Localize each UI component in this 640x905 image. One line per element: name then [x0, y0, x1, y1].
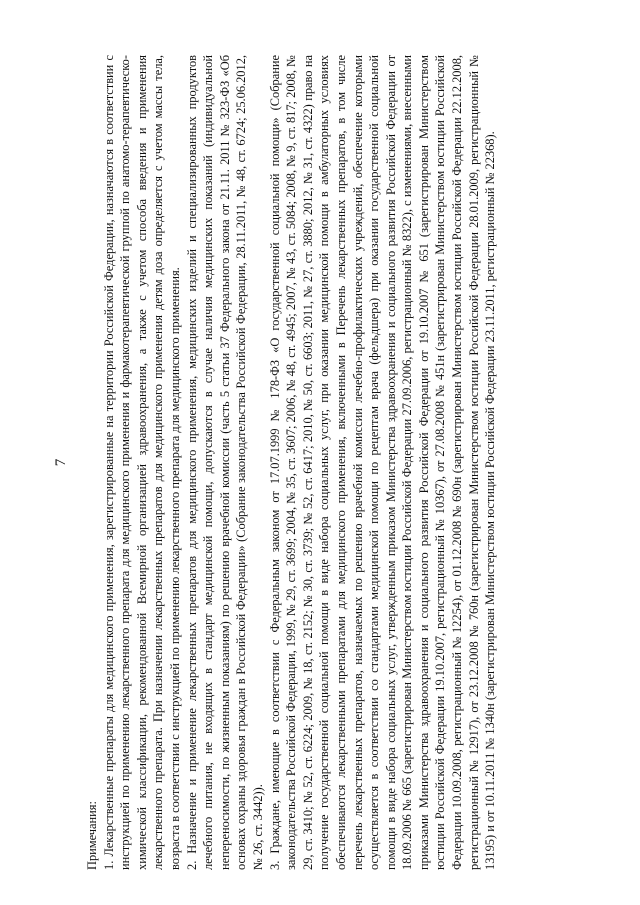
rotated-content [52, 55, 592, 870]
notes-heading: Примечания: [85, 801, 99, 870]
note-item-3: 3. Граждане, имеющие в соответствии с Федеральным законом от 17.07.1999 № 178-ФЗ «О государственной социальной помощи» (Собрание законодательства Российской Федерации, 1999, № 29, ст. 3699; 2004, № 35, ст. 3607; 2006, № 48, ст. 4945; 2007, № 43, ст. 5084; 2008, № 9, ст. 817; 2008, № 29, ст. 3410; № 52, ст. 6224; 2009, № 18, ст. 2152; № 30, ст. 3739; № 52, ст. 6417; 2010, № 50, ст. 6603; 2011, № 27, ст. 3880; 2012, № 31, ст. 4322) право на получение государственной социальной помощи в виде набора социальных услуг, при оказании медицинской помощи в амбулаторных условиях обеспечиваются лекарственными препаратами для медицинского применения, включенными в Перечень лекарственных препаратов, в том числе перечень лекарственных препаратов, назначаемых по решению врачебной комиссии лечебно-профилактических учреждений, обеспечение которыми осуществляется в соответствии со стандартами медицинской помощи по рецептам врача (фельдшера) при оказании государственной социальной помощи в виде набора социальных услуг, утвержденным приказом Министерства здравоохранения и социального развития Российской Федерации от 18.09.2006 № 665 (зарегистрирован Министерством юстиции Российской Федерации 27.09.2006, регистрационный № 8322), с изменениями, внесенными приказами Министерства здравоохранения и социального развития Российской Федерации от 19.10.2007 № 651 (зарегистрирован Министерством юстиции Российской Федерации 19.10.2007, регистрационный № 10367), от 27.08.2008 № 451н (зарегистрирован Министерством юстиции Российской Федерации 10.09.2008, регистрационный № 12254), от 01.12.2008 № 690н (зарегистрирован Министерством юстиции Российской Федерации 22.12.2008, регистрационный № 12917), от 23.12.2008 № 760н (зарегистрирован Министерством юстиции Российской Федерации 28.01.2009, регистрационный № 13195) и от 10.11.2011 № 1340н (зарегистрирован Министерством юстиции Российской Федерации 23.11.2011, регистрационный № 22368). [267, 55, 498, 870]
note-item-2: 2. Назначение и применение лекарственных препаратов для медицинского применения, медицинских изделий и специализированных продуктов лечебного питания, не входящих в стандарт медицинской помощи, допускаются в случае наличия медицинских показаний (индивидуальной непереносимости, по жизненным показаниям) по решению врачебной комиссии (часть 5 статьи 37 Федерального закона от 21.11. 2011 № 323-ФЗ «Об основах охраны здоровья граждан в Российской Федерации» (Собрание законодательства Российской Федерации, 28.11.2011, № 48, ст. 6724; 25.06.2012, № 26, ст. 3442)). [184, 55, 265, 870]
page-number: 7 [53, 458, 69, 467]
note-item-1: 1. Лекарственные препараты для медицинского применения, зарегистрированные на территории Российской Федерации, назначаются в соответствии с инструкцией по применению лекарственного препарата для медицинского применения и фармакотерапевтической группой по анатомо-терапевтическо-химической классификации, рекомендованной Всемирной организацией здравоохранения, а также с учетом способа введения и применения лекарственного препарата. При назначении лекарственных препаратов для медицинского применения детям доза определяется с учетом массы тела, возраста в соответствии с инструкцией по применению лекарственного препарата для медицинского применения. [101, 55, 182, 870]
notes-section [84, 55, 499, 870]
